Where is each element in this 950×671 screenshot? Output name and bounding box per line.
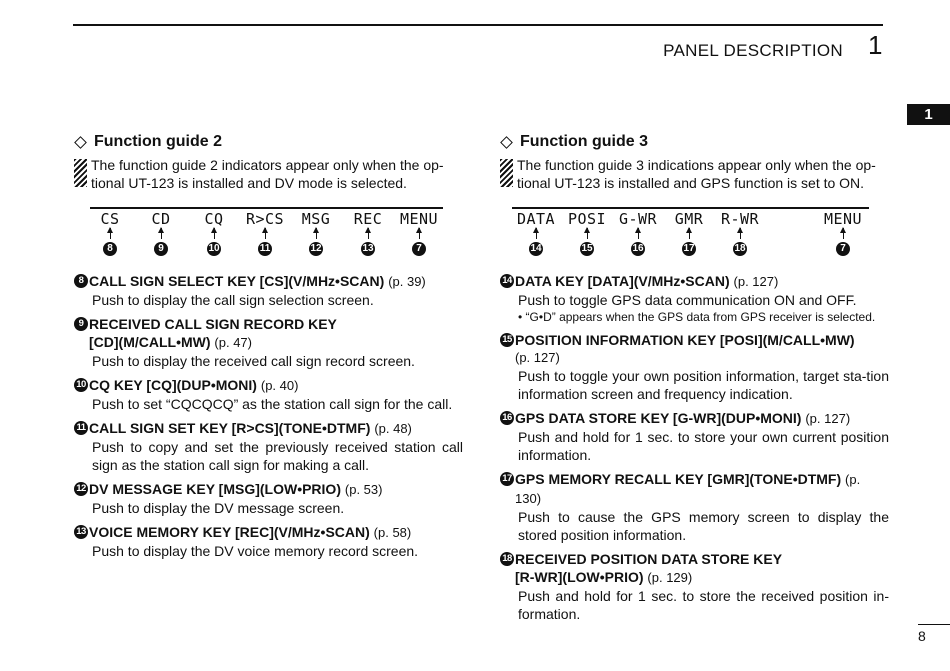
key-description: Push to toggle your own position information, target sta-tion information screen and frequency indication.	[518, 368, 889, 402]
key-title	[499, 272, 889, 291]
up-arrow-icon	[110, 228, 111, 239]
key-title	[499, 550, 889, 587]
top-rule	[73, 24, 883, 26]
display-label: DATA	[516, 210, 556, 228]
key-name: CQ KEY [CQ](DUP•MONI)	[89, 377, 257, 393]
note-line: The function guide 2 indicators appear only when the op-	[91, 157, 444, 173]
key-item	[73, 419, 463, 474]
key-description: Push to copy and set the previously received station call sign as the station call sign for making a call.	[92, 439, 463, 473]
key-name: DATA KEY [DATA](V/MHz•SCAN)	[515, 273, 730, 289]
callout-number: 11	[74, 421, 88, 435]
note	[73, 156, 463, 192]
display-top-bar	[512, 207, 869, 209]
note-line: The function guide 3 indications appear only when the op-	[517, 157, 876, 173]
up-arrow-icon	[638, 228, 639, 239]
key-name: [R-WR](LOW•PRIO)	[515, 569, 644, 585]
page-reference: (p. 58)	[373, 525, 412, 540]
function-guide-3-column	[499, 132, 889, 629]
key-item	[73, 480, 463, 517]
callout-number: 12	[310, 243, 322, 254]
up-arrow-icon	[843, 228, 844, 239]
key-item	[73, 523, 463, 560]
page-reference: (p. 127)	[733, 274, 779, 289]
display-label: CQ	[204, 210, 224, 228]
up-arrow-icon	[214, 228, 215, 239]
key-description: Push to cause the GPS memory screen to display the stored position information.	[518, 509, 889, 543]
up-arrow-icon	[265, 228, 266, 239]
page-reference: (p. 40)	[260, 378, 299, 393]
key-item	[499, 470, 889, 544]
callout-number: 8	[74, 274, 88, 288]
callout-number: 7	[412, 242, 426, 256]
key-name: RECEIVED CALL SIGN RECORD KEY	[89, 316, 337, 332]
key-item	[73, 315, 463, 370]
function-guide-2-column	[73, 132, 463, 566]
key-name: DV MESSAGE KEY [MSG](LOW•PRIO)	[89, 481, 341, 497]
callout-number: 14	[500, 274, 514, 288]
display-label: G-WR	[618, 210, 658, 228]
key-title	[73, 480, 463, 499]
callout-number: 16	[632, 243, 644, 254]
key-description: Push to display the DV message screen.	[92, 500, 345, 516]
display-label: POSI	[567, 210, 607, 228]
key-name: [CD](M/CALL•MW)	[89, 334, 211, 350]
callout-number: 15	[581, 243, 593, 254]
display-label: MENU	[823, 210, 863, 228]
key-description: Push to set “CQCQCQ” as the station call sign for the call.	[92, 396, 453, 412]
page-reference: (p. 47)	[214, 335, 252, 350]
key-item	[73, 376, 463, 413]
key-name: RECEIVED POSITION DATA STORE KEY	[515, 551, 783, 567]
key-description: Push to display the DV voice memory record screen.	[92, 543, 419, 559]
key-item	[499, 331, 889, 403]
up-arrow-icon	[587, 228, 588, 239]
callout-number: 12	[74, 482, 88, 496]
up-arrow-icon	[316, 228, 317, 239]
key-list	[73, 272, 463, 560]
page-reference: (p. 127)	[805, 411, 851, 426]
key-name: CALL SIGN SET KEY [R>CS](TONE•DTMF)	[89, 420, 371, 436]
callout-number: 13	[362, 243, 374, 254]
callout-number: 13	[74, 525, 88, 539]
page-reference: (p. 130)	[515, 472, 861, 506]
key-item	[499, 272, 889, 325]
page-reference: (p. 39)	[388, 274, 426, 289]
callout-number: 10	[74, 378, 88, 392]
callout-number: 15	[500, 333, 514, 347]
callout-number: 9	[74, 317, 88, 331]
key-name: CALL SIGN SELECT KEY [CS](V/MHz•SCAN)	[89, 273, 385, 289]
page-reference: (p. 127)	[515, 350, 560, 365]
key-description: Push to display the call sign selection screen.	[92, 292, 374, 308]
note-line: tional UT-123 is installed and DV mode is selected.	[91, 175, 407, 191]
key-note: • “G•D” appears when the GPS data from GPS receiver is selected.	[518, 310, 876, 324]
footer-rule	[918, 624, 950, 625]
heading-text: Function guide 2	[94, 133, 222, 150]
page-reference: (p. 129)	[647, 570, 693, 585]
up-arrow-icon	[161, 228, 162, 239]
key-description: Push to toggle GPS data communication ON and OFF.	[518, 292, 857, 308]
note-line: tional UT-123 is installed and GPS function is set to ON.	[517, 175, 865, 191]
key-title	[499, 470, 889, 508]
key-name: VOICE MEMORY KEY [REC](V/MHz•SCAN)	[89, 524, 370, 540]
function-display	[73, 200, 463, 264]
page-number: 8	[918, 628, 926, 644]
display-label: MENU	[399, 210, 439, 228]
key-title	[499, 409, 889, 428]
display-label: REC	[353, 210, 383, 228]
key-name: POSITION INFORMATION KEY [POSI](M/CALL•MW)	[515, 332, 855, 348]
display-label: GMR	[674, 210, 704, 228]
key-title	[73, 376, 463, 395]
key-title	[73, 419, 463, 438]
key-description: Push and hold for 1 sec. to store your own current position information.	[518, 429, 889, 463]
key-item	[499, 409, 889, 464]
note-icon	[500, 159, 513, 187]
diamond-icon	[500, 136, 513, 149]
key-name: GPS MEMORY RECALL KEY [GMR](TONE•DTMF)	[515, 471, 842, 487]
key-item	[499, 550, 889, 623]
display-label: CS	[100, 210, 120, 228]
display-top-bar	[90, 207, 443, 209]
up-arrow-icon	[419, 228, 420, 239]
callout-number: 14	[530, 243, 542, 254]
callout-number: 9	[154, 242, 168, 256]
up-arrow-icon	[689, 228, 690, 239]
key-title	[73, 315, 463, 352]
callout-number: 17	[683, 243, 695, 254]
display-label: R>CS	[245, 210, 285, 228]
up-arrow-icon	[740, 228, 741, 239]
section-number: 1	[868, 30, 883, 60]
display-label: MSG	[301, 210, 331, 228]
key-description: Push to display the received call sign record screen.	[92, 353, 415, 369]
note	[499, 156, 889, 192]
section-heading	[73, 132, 463, 152]
callout-number: 8	[103, 242, 117, 256]
up-arrow-icon	[536, 228, 537, 239]
callout-number: 18	[734, 243, 746, 254]
diamond-icon	[74, 136, 87, 149]
page-reference: (p. 48)	[374, 421, 412, 436]
key-title	[73, 272, 463, 291]
key-item	[73, 272, 463, 309]
callout-number: 16	[500, 411, 514, 425]
key-name: GPS DATA STORE KEY [G-WR](DUP•MONI)	[515, 410, 802, 426]
heading-text: Function guide 3	[520, 133, 648, 150]
section-heading	[499, 132, 889, 152]
key-title	[499, 331, 889, 349]
key-list	[499, 272, 889, 623]
key-description: Push and hold for 1 sec. to store the received position in-formation.	[518, 588, 889, 622]
callout-number: 10	[208, 243, 220, 254]
display-label: R-WR	[720, 210, 760, 228]
display-label: CD	[151, 210, 171, 228]
callout-number: 18	[500, 552, 514, 566]
callout-number: 11	[259, 243, 271, 254]
callout-number: 7	[836, 242, 850, 256]
page-title: PANEL DESCRIPTION	[663, 41, 843, 60]
up-arrow-icon	[368, 228, 369, 239]
callout-number: 17	[500, 472, 514, 486]
page-reference: (p. 53)	[344, 482, 383, 497]
function-display	[499, 200, 889, 264]
note-icon	[74, 159, 87, 187]
key-title	[73, 523, 463, 542]
section-tab: 1	[907, 104, 950, 125]
